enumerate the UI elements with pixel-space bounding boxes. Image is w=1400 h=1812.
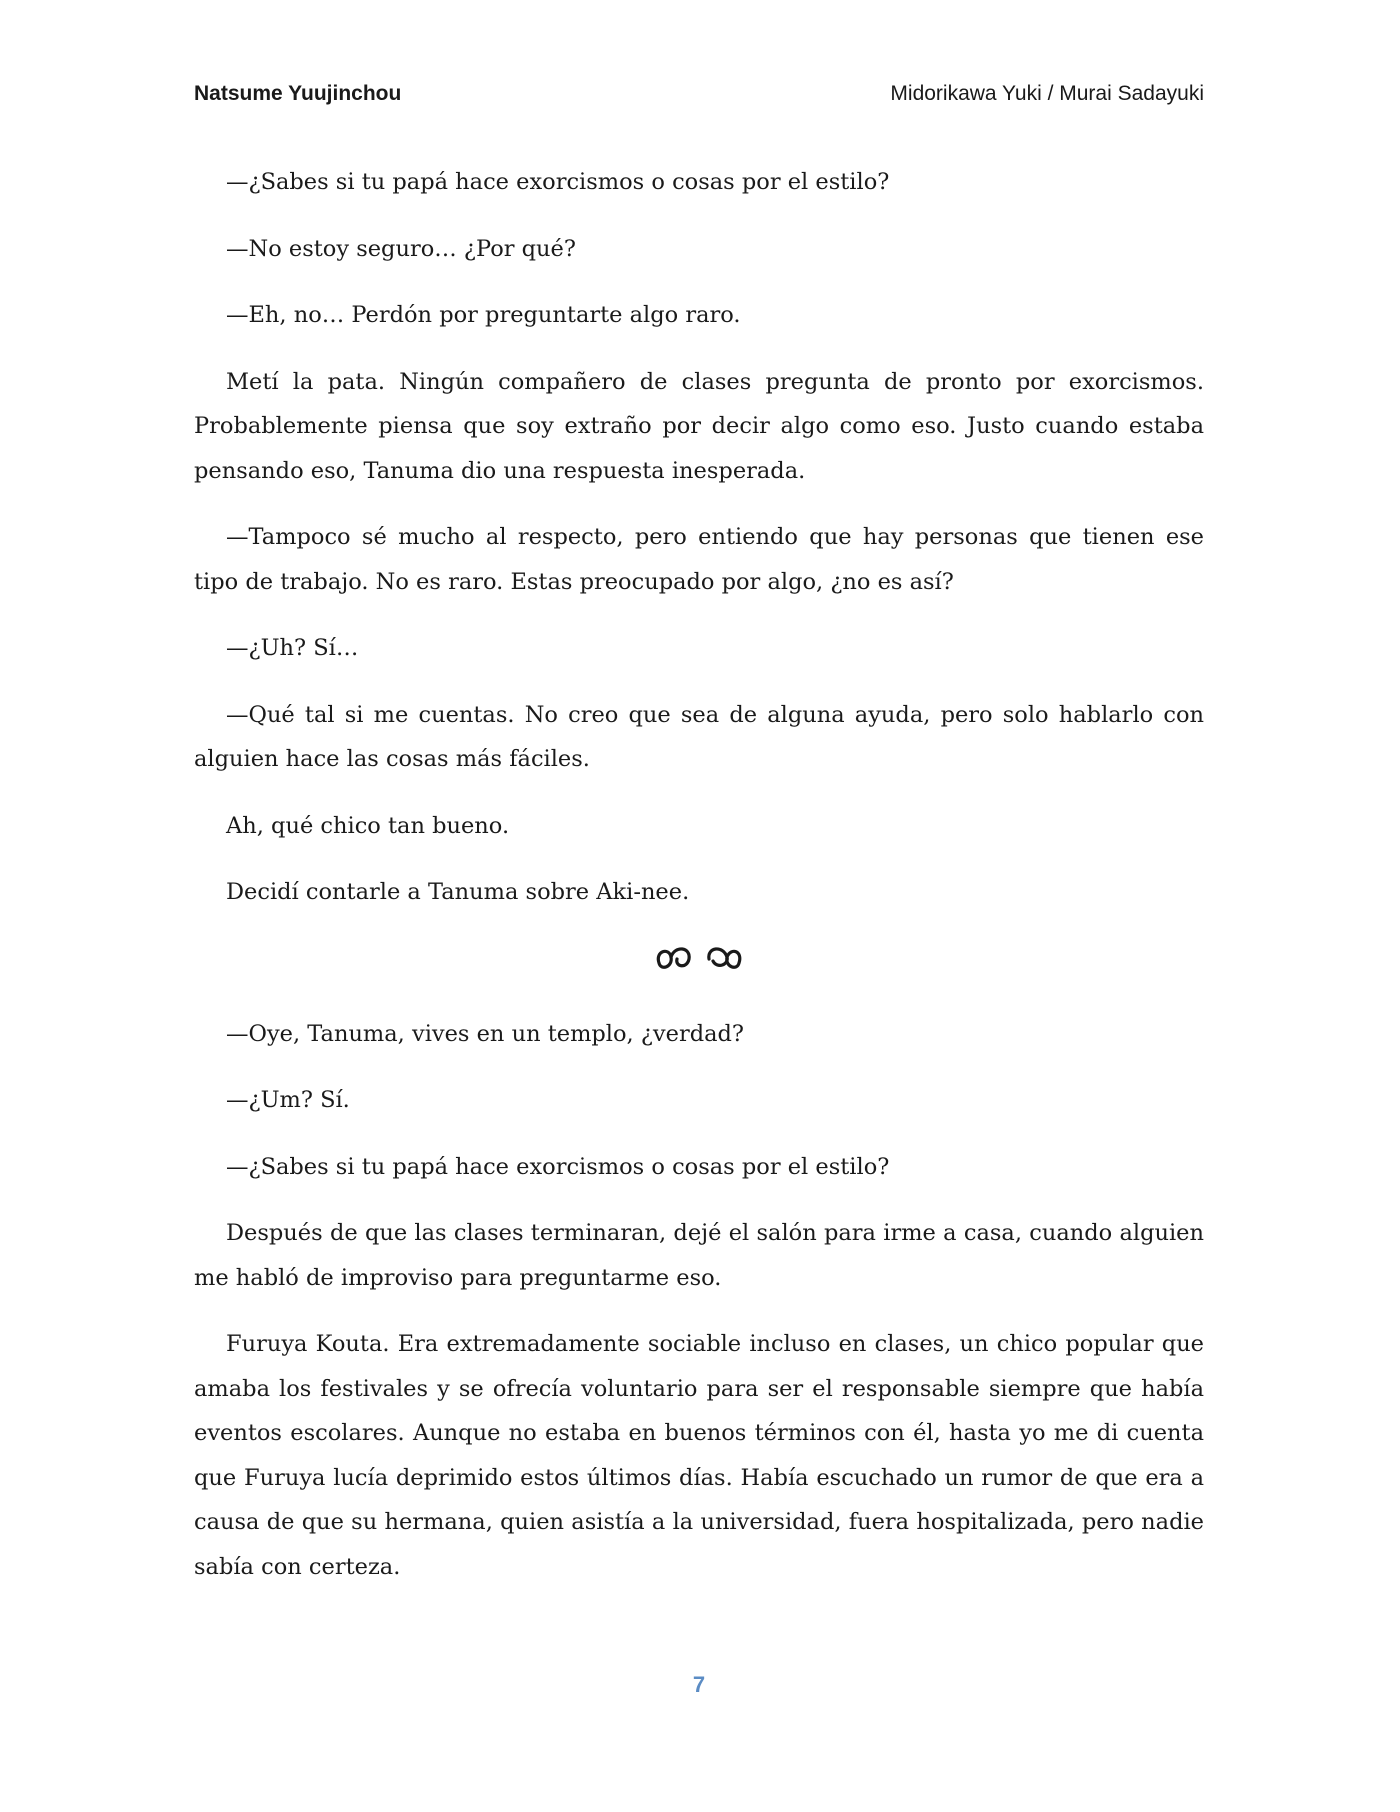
paragraph: Decidí contarle a Tanuma sobre Aki-nee. bbox=[226, 879, 690, 905]
ornament-flourish-svg bbox=[651, 937, 747, 977]
page-header bbox=[194, 82, 1204, 106]
paragraph: —Tampoco sé mucho al respecto, pero entiendo que hay personas que tienen ese tipo de trabajo. No es raro. Estas preocupado por algo, ¿no es así? bbox=[194, 524, 1204, 595]
document-page bbox=[194, 0, 1204, 1812]
paragraph: Furuya Kouta. Era extremadamente sociable incluso en clases, un chico popular que amaba los festivales y se ofrecía voluntario para ser el responsable siempre que había eventos escolares. Aunque no estaba en buenos términos con él, hasta yo me di cuenta que Furuya lucía deprimido estos últimos días. Había escuchado un rumor de que era a causa de que su hermana, quien asistía a la universidad, fuera hospitalizada, pero nadie sabía con certeza. bbox=[194, 1331, 1204, 1580]
body-text bbox=[194, 160, 1204, 1611]
paragraph: —¿Sabes si tu papá hace exorcismos o cosas por el estilo? bbox=[226, 169, 890, 195]
paragraph: Metí la pata. Ningún compañero de clases pregunta de pronto por exorcismos. Probablemente piensa que soy extraño por decir algo como eso. Justo cuando estaba pensando eso, Tanuma dio una respuesta inesperada. bbox=[194, 368, 1204, 484]
header-title: Natsume Yuujinchou bbox=[194, 82, 402, 105]
paragraph: —Oye, Tanuma, vives en un templo, ¿verdad? bbox=[226, 1020, 744, 1047]
ornament-flourish-icon bbox=[194, 937, 1204, 990]
page-number: 7 bbox=[692, 1672, 706, 1697]
paragraph: Ah, qué chico tan bueno. bbox=[226, 812, 510, 839]
paragraph: —Qué tal si me cuentas. No creo que sea de alguna ayuda, pero solo hablarlo con alguien hace las cosas más fáciles. bbox=[194, 701, 1204, 772]
paragraph: —¿Um? Sí. bbox=[226, 1087, 350, 1113]
paragraph: Después de que las clases terminaran, dejé el salón para irme a casa, cuando alguien me habló de improviso para preguntarme eso. bbox=[194, 1220, 1204, 1291]
paragraph: —Eh, no… Perdón por preguntarte algo raro. bbox=[226, 302, 741, 328]
paragraph: —¿Sabes si tu papá hace exorcismos o cosas por el estilo? bbox=[226, 1153, 890, 1180]
paragraph: —No estoy seguro… ¿Por qué? bbox=[226, 235, 576, 262]
header-authors: Midorikawa Yuki / Murai Sadayuki bbox=[890, 82, 1204, 105]
paragraph: —¿Uh? Sí… bbox=[226, 635, 359, 661]
